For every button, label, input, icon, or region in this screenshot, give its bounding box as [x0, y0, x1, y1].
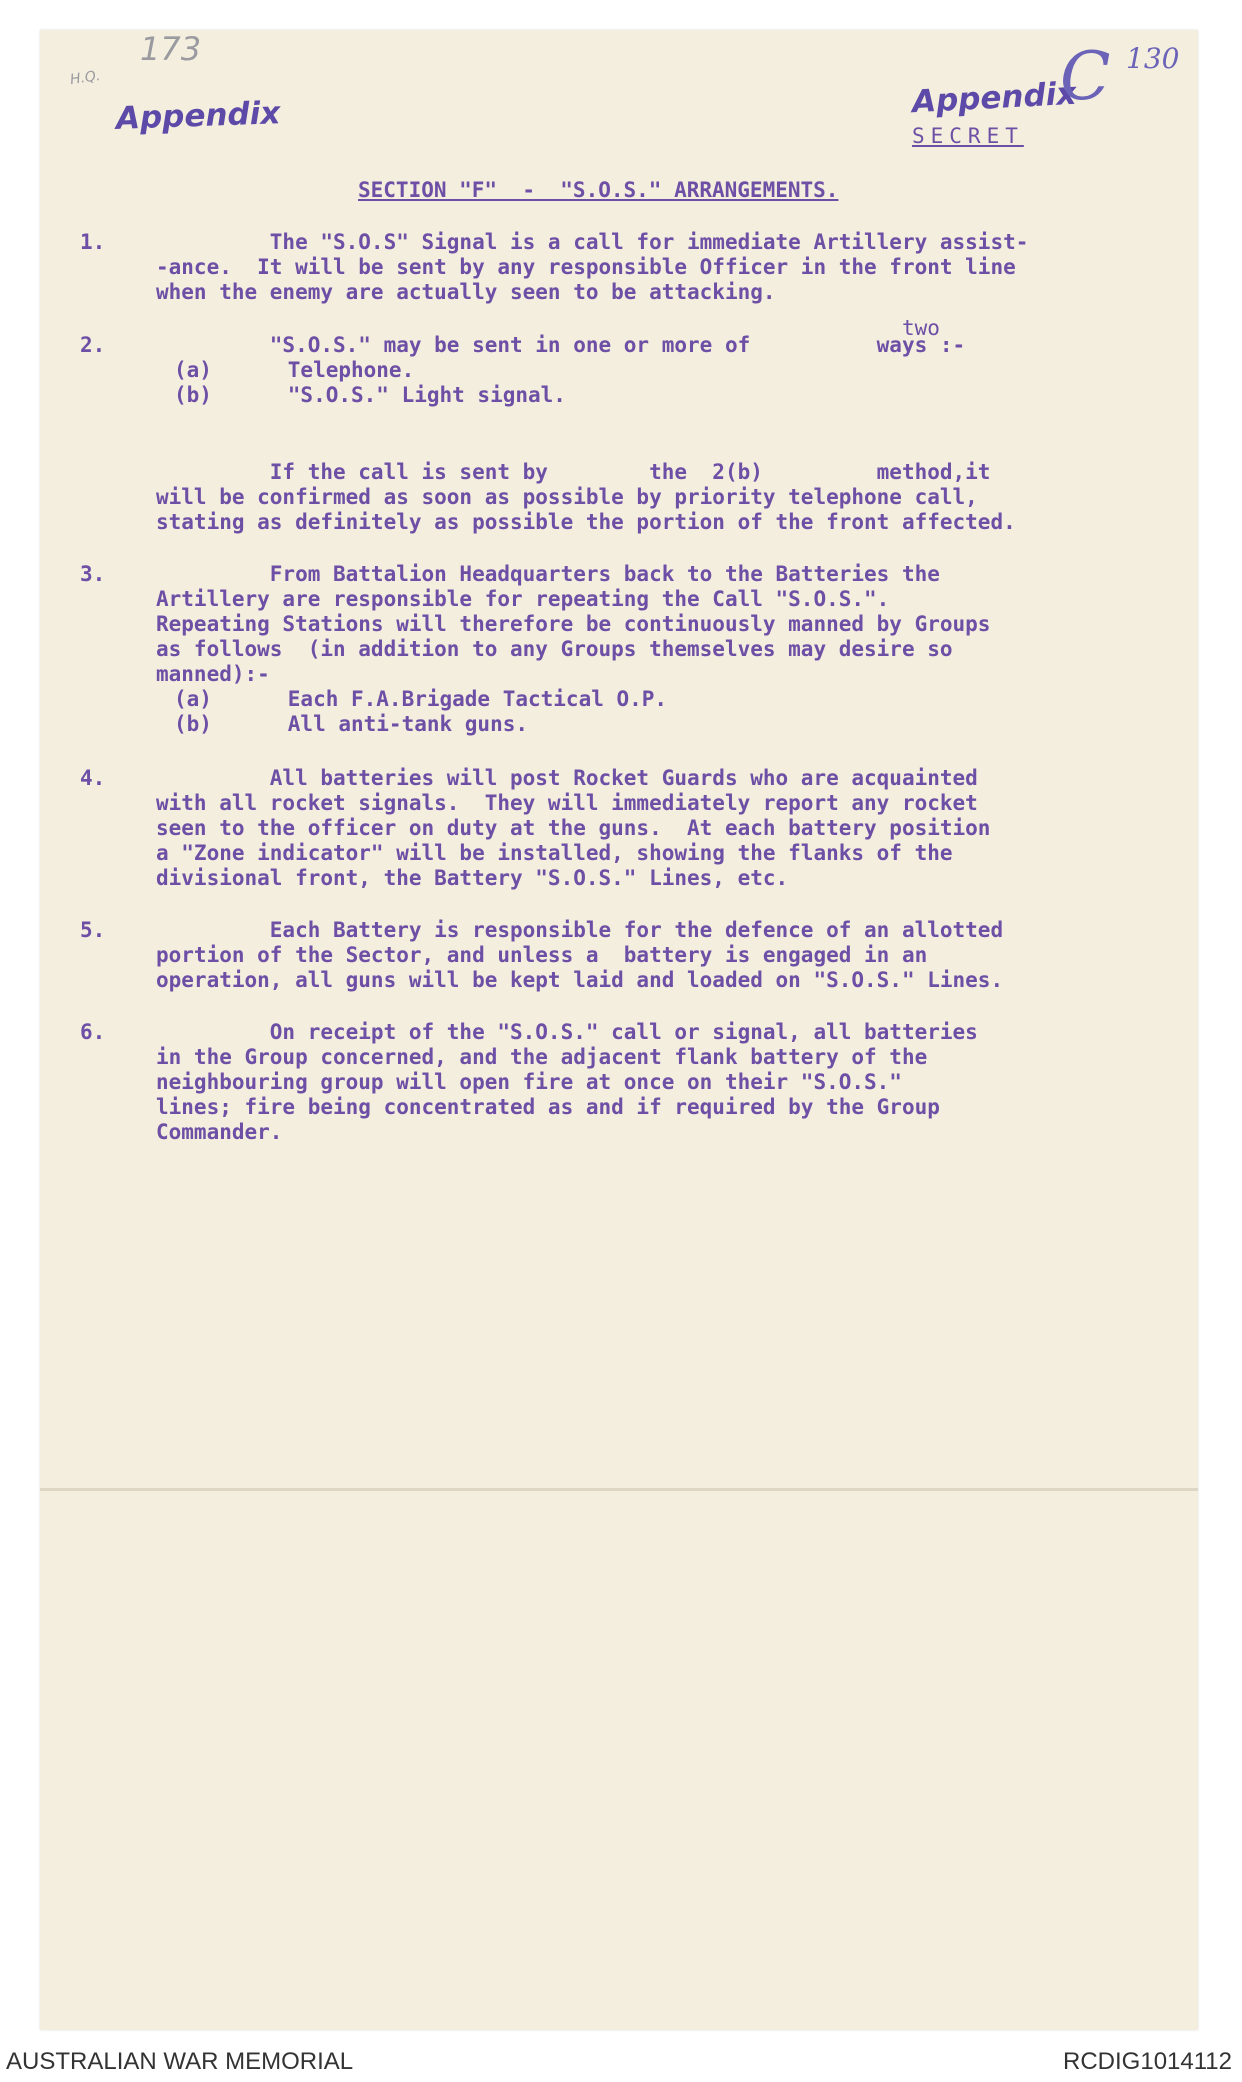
footer-institution: AUSTRALIAN WAR MEMORIAL [6, 2048, 354, 2075]
para-2-line-1: "S.O.S." may be sent in one or more of ways :- [156, 333, 966, 357]
footer-record-id: RCDIG1014112 [1063, 2048, 1232, 2075]
para-3-line-5: manned):- [156, 662, 270, 686]
para-6-number: 6. [80, 1020, 106, 1044]
para-2-follow-3: stating as definitely as possible the portion of the front affected. [156, 510, 1016, 534]
para-4-number: 4. [80, 766, 106, 790]
para-6-line-2: in the Group concerned, and the adjacent flank battery of the [156, 1045, 928, 1069]
para-3-line-3: Repeating Stations will therefore be continuously manned by Groups [156, 612, 991, 636]
para-3-line-4: as follows (in addition to any Groups themselves may desire so [156, 637, 953, 661]
secret-label: SECRET [912, 124, 1024, 148]
para-2-number: 2. [80, 333, 106, 357]
para-4-line-2: with all rocket signals. They will immediately report any rocket [156, 791, 978, 815]
page-number: 130 [1126, 42, 1180, 75]
para-4-line-4: a "Zone indicator" will be installed, showing the flanks of the [156, 841, 953, 865]
para-5-number: 5. [80, 918, 106, 942]
para-5-line-3: operation, all guns will be kept laid and loaded on "S.O.S." Lines. [156, 968, 1004, 992]
para-4-line-5: divisional front, the Battery "S.O.S." Lines, etc. [156, 866, 789, 890]
para-6-line-3: neighbouring group will open fire at once on their "S.O.S." [156, 1070, 902, 1094]
para-6-line-4: lines; fire being concentrated as and if required by the Group [156, 1095, 940, 1119]
para-1-number: 1. [80, 230, 106, 254]
para-2-insert: two [902, 316, 940, 340]
para-1-line-2: -ance. It will be sent by any responsible Officer in the front line [156, 255, 1016, 279]
page-fold [40, 1488, 1198, 1491]
para-3-line-1: From Battalion Headquarters back to the Batteries the [156, 562, 940, 586]
pencil-note: 173 [140, 30, 202, 68]
para-5-line-2: portion of the Sector, and unless a battery is engaged in an [156, 943, 928, 967]
para-4-line-1: All batteries will post Rocket Guards who are acquainted [156, 766, 978, 790]
para-5-line-1: Each Battery is responsible for the defence of an allotted [156, 918, 1004, 942]
para-3-line-6: (a) Each F.A.Brigade Tactical O.P. [174, 687, 668, 711]
appendix-letter: C [1060, 38, 1111, 115]
appendix-stamp-right: Appendix [911, 75, 1078, 121]
para-1-line-3: when the enemy are actually seen to be attacking. [156, 280, 776, 304]
appendix-stamp-left: Appendix [115, 95, 281, 137]
para-2-follow-1: If the call is sent by the 2(b) method,it [156, 460, 991, 484]
para-1-line-1: The "S.O.S" Signal is a call for immediate Artillery assist- [156, 230, 1029, 254]
para-2-follow-2: will be confirmed as soon as possible by priority telephone call, [156, 485, 978, 509]
para-2-line-3: (b) "S.O.S." Light signal. [174, 383, 566, 407]
para-4-line-3: seen to the officer on duty at the guns. At each battery position [156, 816, 991, 840]
para-3-line-2: Artillery are responsible for repeating the Call "S.O.S.". [156, 587, 890, 611]
pencil-note-small: H.Q. [69, 67, 102, 89]
para-3-line-7: (b) All anti-tank guns. [174, 712, 529, 736]
para-6-line-5: Commander. [156, 1120, 283, 1144]
para-2-line-2: (a) Telephone. [174, 358, 415, 382]
para-3-number: 3. [80, 562, 106, 586]
section-title: SECTION "F" - "S.O.S." ARRANGEMENTS. [358, 178, 839, 202]
para-6-line-1: On receipt of the "S.O.S." call or signal, all batteries [156, 1020, 978, 1044]
